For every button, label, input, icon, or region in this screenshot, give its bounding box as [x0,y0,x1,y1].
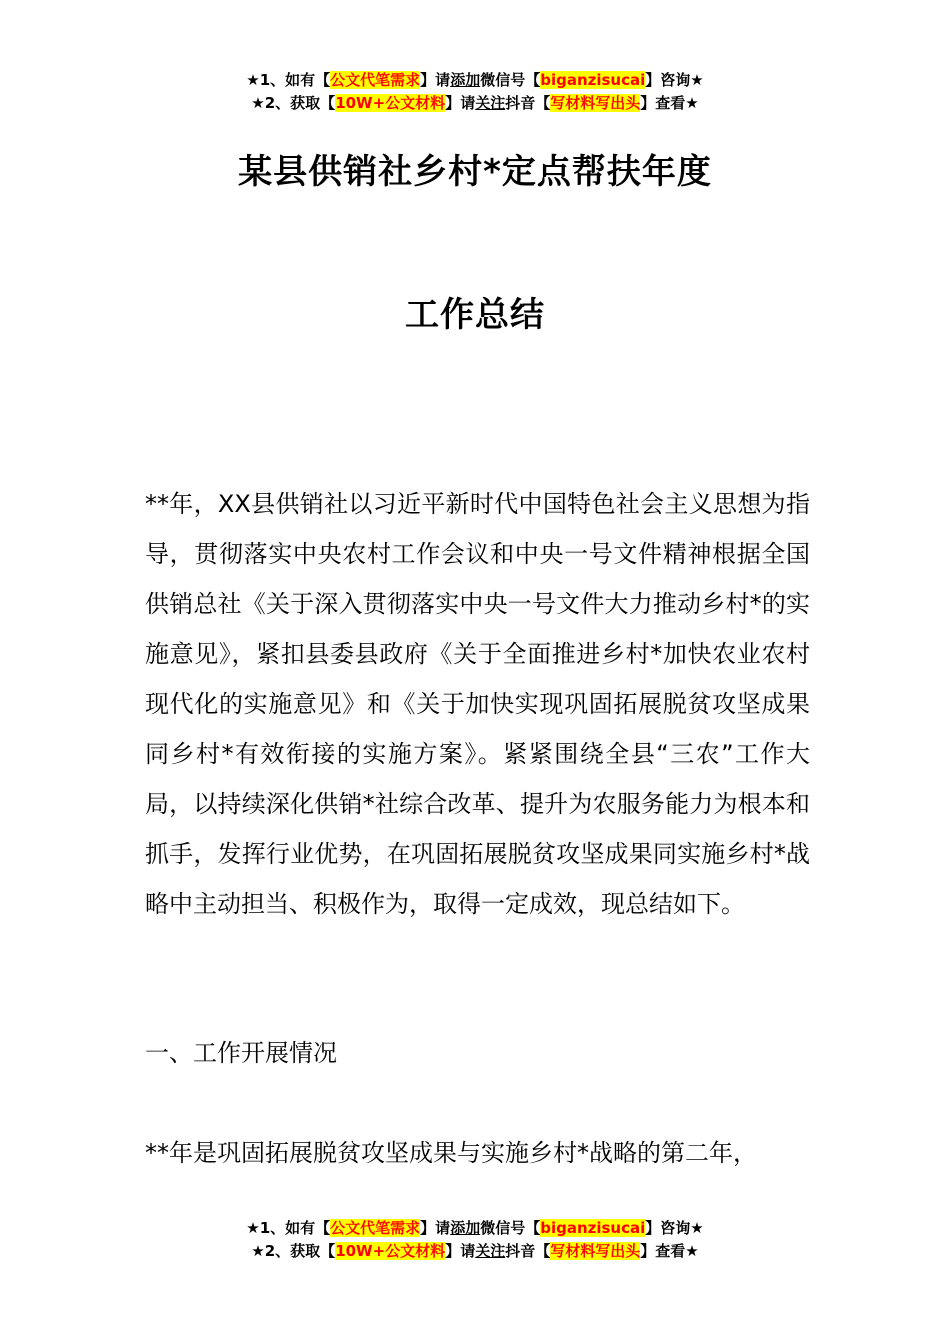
promo-text: ★2、获取【 [251,94,336,112]
promo-text: ★1、如有【 [246,71,331,89]
body-paragraph-intro: **年，XX县供销社以习近平新时代中国特色社会主义思想为指导，贯彻落实中央农村工作会议和中央一号文件精神根据全国供销总社《关于深入贯彻落实中央一号文件大力推动乡村*的实施意见》，紧扣县委县政府《关于全面推进乡村*加快农业农村现代化的实施意见》和《关于加快实现巩固拓展脱贫攻坚成果同乡村*有效衔接的实施方案》。紧紧围绕全县“三农”工作大局，以持续深化供销*社综合改革、提升为农服务能力为根本和抓手，发挥行业优势，在巩固拓展脱贫攻坚成果同实施乡村*战略中主动担当、积极作为，取得一定成效，现总结如下。 [145,490,810,918]
promo-banner-top [0,69,950,115]
promo-highlight-wechat: biganzisucai [540,1219,646,1237]
promo-underline: 添加 [450,1219,481,1237]
section-heading-1: 一、工作开展情况 [145,1039,337,1067]
promo-banner-bottom [0,1217,950,1263]
promo-highlight: 10W+公文材料 [335,94,446,112]
promo-highlight: 写材料写出头 [550,1242,641,1260]
promo-underline: 添加 [450,71,481,89]
promo-highlight: 写材料写出头 [550,94,641,112]
promo-text: 】请 [420,71,451,89]
promo-line-2 [0,1240,950,1263]
promo-text: 】查看★ [640,1242,699,1260]
promo-text: 】咨询★ [645,71,704,89]
promo-text: 】请 [445,1242,476,1260]
promo-highlight: 公文代笔需求 [330,1219,421,1237]
promo-text: 微信号【 [480,71,541,89]
promo-underline: 关注 [475,94,506,112]
promo-text: 】请 [445,94,476,112]
promo-text: 抖音【 [505,94,551,112]
promo-underline: 关注 [475,1242,506,1260]
promo-highlight-wechat: biganzisucai [540,71,646,89]
promo-line-2 [0,92,950,115]
document-title-line-1: 某县供销社乡村*定点帮扶年度 [238,152,712,192]
promo-text: ★1、如有【 [246,1219,331,1237]
promo-highlight: 10W+公文材料 [335,1242,446,1260]
promo-text: 微信号【 [480,1219,541,1237]
promo-text: 】查看★ [640,94,699,112]
body-paragraph-2: **年是巩固拓展脱贫攻坚成果与实施乡村*战略的第二年， [145,1139,757,1167]
document-title-line-2: 工作总结 [405,295,545,335]
promo-text: 】咨询★ [645,1219,704,1237]
promo-text: 抖音【 [505,1242,551,1260]
promo-text: ★2、获取【 [251,1242,336,1260]
promo-text: 】请 [420,1219,451,1237]
promo-line-1 [0,1217,950,1240]
promo-line-1 [0,69,950,92]
promo-highlight: 公文代笔需求 [330,71,421,89]
